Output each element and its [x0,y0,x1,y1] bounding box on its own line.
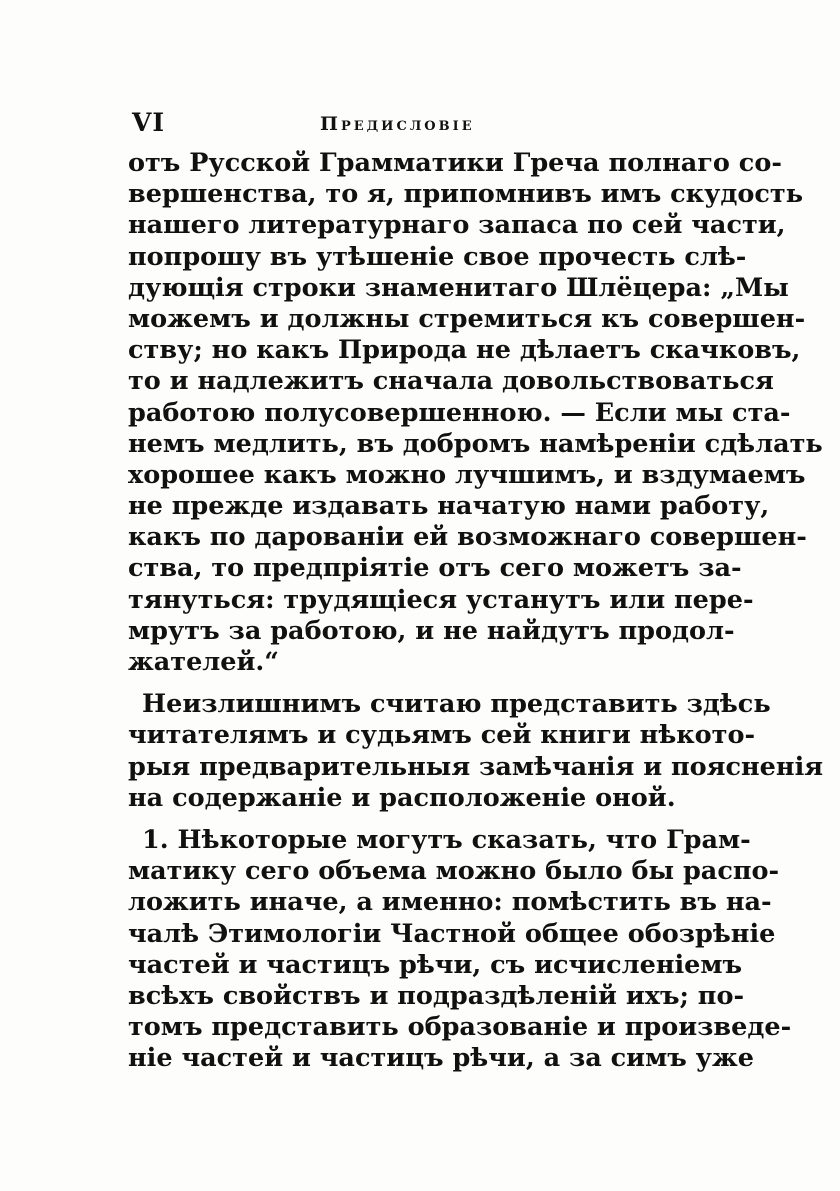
text-line: ложить иначе, а именно: помѣстить въ на- [128,887,772,918]
text-line: тянуться: трудящіеся устанутъ или пере- [128,584,754,615]
text-line: читателямъ и судьямъ сей книги нѣкото- [128,720,756,751]
text-line: жателей.“ [128,647,279,677]
running-head: Предисловіе [320,113,475,135]
text-line: дующія строки знаменитаго Шлёцера: „Мы [128,272,789,303]
text-line: мрутъ за работою, и не найдутъ продол- [128,615,735,646]
text-line: попрошу въ утѣшеніе свое прочесть слѣ- [128,241,747,272]
paragraph-continuation [128,148,823,678]
text-line: матику сего объема можно было бы распо- [128,856,780,887]
text-line: Неизлишнимъ считаю представить здѣсь [142,689,771,720]
text-line: немъ медлить, въ добромъ намѣреніи сдѣлать [128,428,823,459]
text-line: какъ по дарованіи ей возможнаго совершен- [128,522,807,553]
text-line: ства, то предпріятіе отъ сего можетъ за- [128,553,742,584]
text-line: работою полусовершенною. — Если мы ста- [128,397,791,428]
text-line: всѣхъ свойствъ и подраздѣленій ихъ; по- [128,980,745,1011]
text-line: отъ Русской Грамматики Греча полнаго со- [128,148,782,178]
text-line: хорошее какъ можно лучшимъ, и вздумаемъ [128,459,806,490]
page-number: VI [132,108,166,137]
text-line: рыя предварительныя замѣчанія и поясненія [128,751,824,782]
text-line: не прежде издавать начатую нами работу, [128,491,770,522]
text-line: 1. Нѣкоторые могутъ сказать, что Грам- [142,824,751,855]
page-header [130,104,710,138]
text-line: можемъ и должны стремиться къ совершен- [128,303,806,334]
body-text [128,148,824,1074]
text-line: чалѣ Этимологіи Частной общее обозрѣніе [128,918,776,949]
text-line: частей и частицъ рѣчи, съ исчисленіемъ [128,949,743,980]
paragraph-numbered [128,824,792,1075]
text-line: ству; но какъ Природа не дѣлаетъ скачковъ, [128,335,801,366]
text-line: вершенства, то я, припомнивъ имъ скудость [128,179,804,210]
paragraph-gap [128,814,712,825]
text-line: ніе частей и частицъ рѣчи, а за симъ уже [128,1043,754,1074]
text-line: на содержаніе и расположеніе оной. [128,782,676,813]
text-line: то и надлежитъ сначала довольствоваться [128,366,774,397]
paragraph-gap [128,678,712,689]
text-line: томъ представить образованіе и произведе- [128,1012,792,1043]
paragraph [128,689,824,814]
text-line: нашего литературнаго запаса по сей части, [128,210,786,241]
